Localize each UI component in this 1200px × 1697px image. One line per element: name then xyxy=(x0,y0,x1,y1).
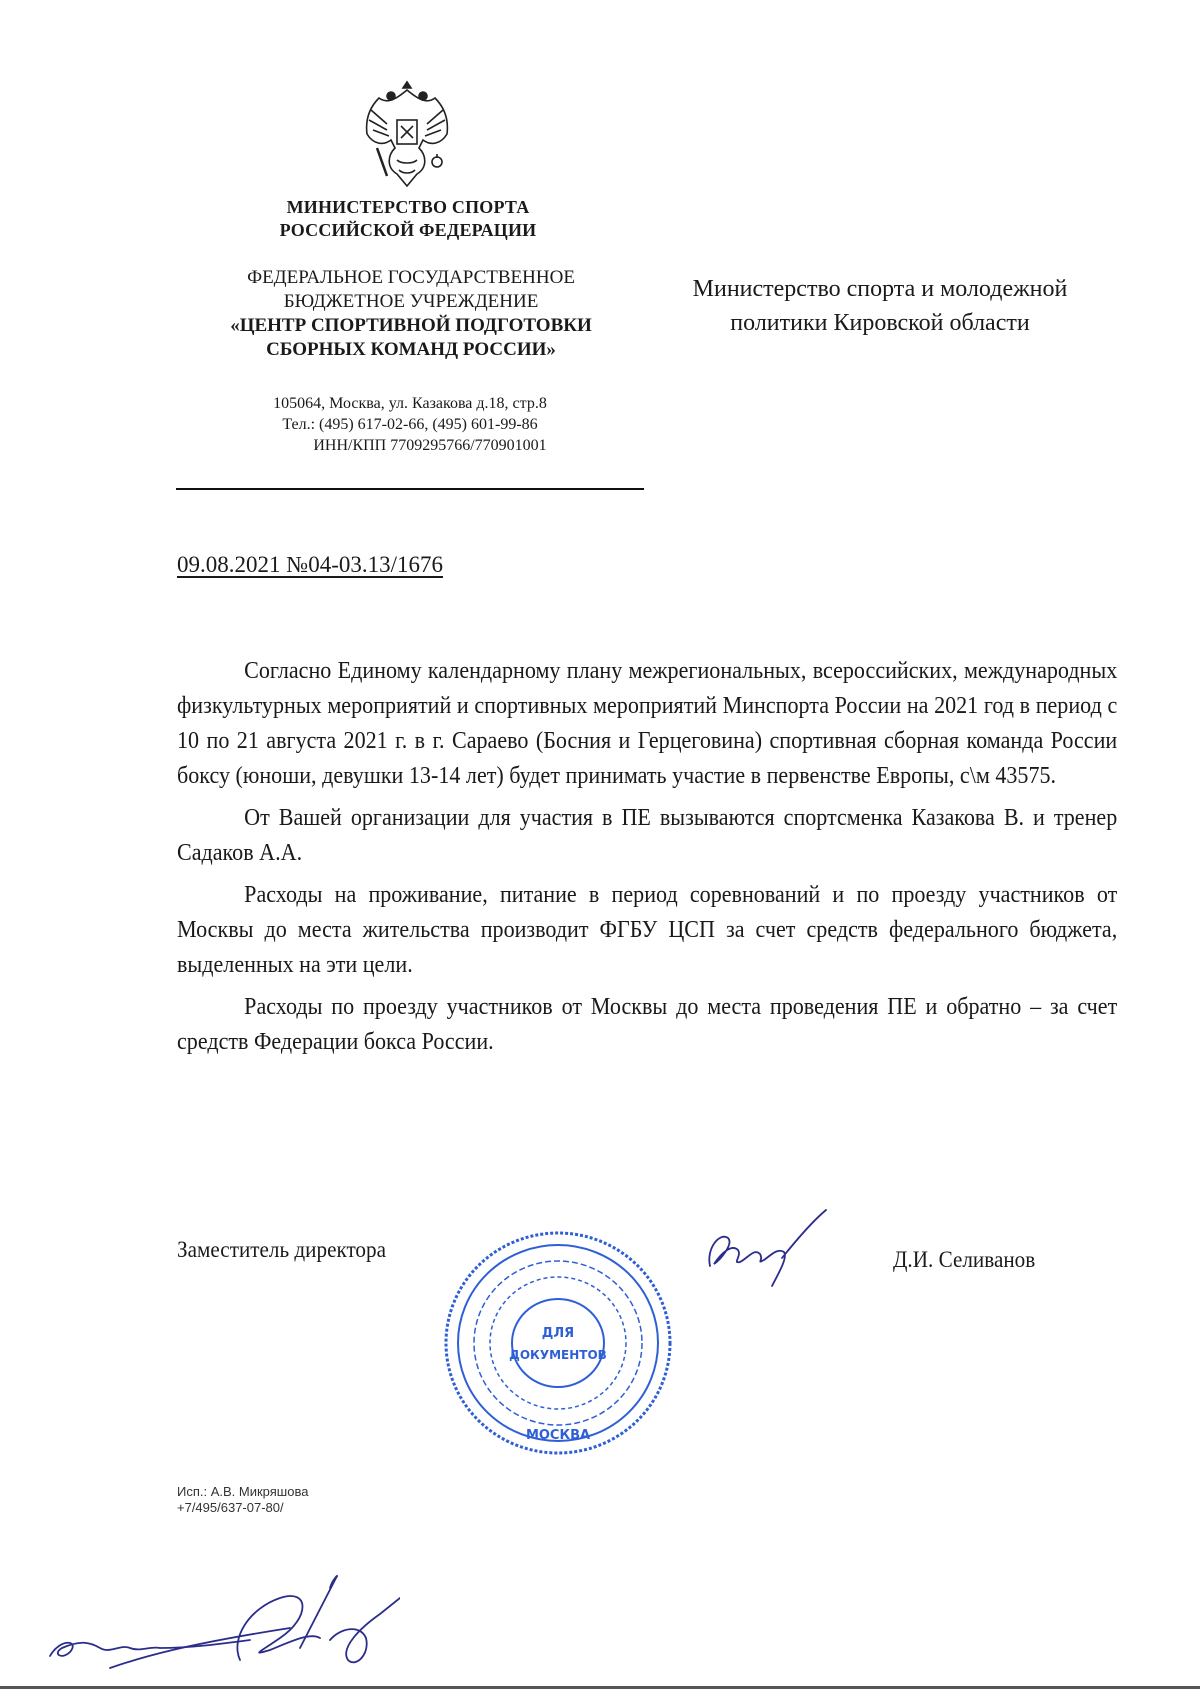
org-contacts xyxy=(220,393,600,456)
signer-title: Заместитель директора xyxy=(177,1237,386,1262)
ministry-line-2: РОССИЙСКОЙ ФЕДЕРАЦИИ xyxy=(279,220,537,240)
stamp-center-line-1: ДЛЯ xyxy=(541,1326,575,1341)
document-reference: 09.08.2021 №04-03.13/1676 xyxy=(177,552,443,577)
signer-name: Д.И. Селиванов xyxy=(893,1247,1036,1272)
stamp-bottom-text: МОСКВА xyxy=(525,1428,591,1443)
handwritten-signature xyxy=(40,1568,400,1678)
org-address: 105064, Москва, ул. Казакова д.18, стр.8 xyxy=(273,395,547,412)
org-phone: Тел.: (495) 617-02-66, (495) 601-99-86 xyxy=(282,416,538,433)
header-divider xyxy=(176,488,644,490)
org-inn-kpp: ИНН/КПП 7709295766/770901001 xyxy=(313,437,547,454)
org-line-1: ФЕДЕРАЛЬНОЕ ГОСУДАРСТВЕННОЕ xyxy=(247,267,575,288)
coat-of-arms-emblem-icon xyxy=(357,78,457,190)
ministry-line-1: МИНИСТЕРСТВО СПОРТА xyxy=(286,197,530,217)
director-signature xyxy=(702,1208,832,1292)
official-stamp xyxy=(440,1227,676,1459)
letter-body xyxy=(177,654,1117,1067)
body-paragraph-3: Расходы на проживание, питание в период соревнований и по проезду участников от Москвы до места жительства производит ФГБУ ЦСП за счет средств федерального бюджета, выделенных на эти цели. xyxy=(177,882,1118,978)
org-line-2: БЮДЖЕТНОЕ УЧРЕЖДЕНИЕ xyxy=(283,291,539,312)
recipient-block xyxy=(640,272,1120,340)
bottom-page-edge xyxy=(0,1686,1200,1689)
stamp-center-line-2: ДОКУМЕНТОВ xyxy=(509,1348,607,1362)
executor-info xyxy=(177,1484,308,1516)
ministry-header xyxy=(220,196,596,242)
org-line-4: СБОРНЫХ КОМАНД РОССИИ» xyxy=(266,339,556,360)
body-paragraph-4: Расходы по проезду участников от Москвы до места проведения ПЕ и обратно – за счет средств Федерации бокса России. xyxy=(177,994,1118,1055)
organization-name xyxy=(176,266,646,362)
recipient-line-2: политики Кировской области xyxy=(730,310,1030,336)
body-paragraph-1: Согласно Единому календарному плану межрегиональных, всероссийских, международных физкультурных мероприятий и спортивных мероприятий Минспорта России на 2021 год в период с 10 по 21 августа 2021 г. в г. Сараево (Босния и Герцеговина) спортивная сборная команда России боксу (юноши, девушки 13-14 лет) будет принимать участие в первенстве Европы, с\м 43575. xyxy=(177,658,1118,789)
body-paragraph-2: От Вашей организации для участия в ПЕ вызываются спортсменка Казакова В. и тренер Садаков А.А. xyxy=(177,805,1118,866)
org-line-3: «ЦЕНТР СПОРТИВНОЙ ПОДГОТОВКИ xyxy=(230,315,592,336)
recipient-line-1: Министерство спорта и молодежной xyxy=(692,276,1068,302)
executor-name: Исп.: А.В. Микряшова xyxy=(177,1484,309,1499)
executor-phone: +7/495/637-07-80/ xyxy=(177,1500,284,1515)
